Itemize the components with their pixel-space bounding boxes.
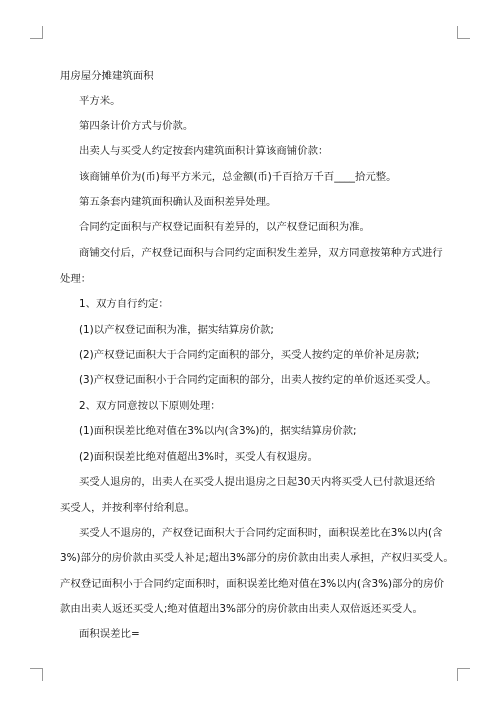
crop-mark-bottom-right — [457, 668, 470, 681]
body-line: 产权登记面积小于合同约定面积时，面积误差比绝对值在3%以内(含3%)部分的房价 — [60, 578, 444, 590]
list-item: (2)产权登记面积大于合同约定面积的部分，买受人按约定的单价补足房款; — [79, 349, 420, 361]
crop-mark-bottom-left — [30, 668, 43, 681]
list-item: (2)面积误差比绝对值超出3%时，买受人有权退房。 — [79, 451, 319, 463]
body-line: 款由出卖人返还买受人;绝对值超出3%部分的房价款由出卖人双倍返还买受人。 — [60, 603, 423, 615]
body-line: 买受人，并按利率付给利息。 — [60, 502, 196, 514]
crop-mark-top-left — [30, 26, 43, 39]
body-line: 该商铺单价为(币)每平方米元，总金额(币)千百拾万千百____拾元整。 — [79, 171, 397, 183]
body-line: 处理： — [60, 273, 92, 285]
section-heading: 第四条计价方式与价款。 — [79, 120, 194, 132]
body-line: 出卖人与买受人约定按套内建筑面积计算该商铺价款： — [79, 145, 329, 157]
body-line: 合同约定面积与产权登记面积有差异的，以产权登记面积为准。 — [79, 221, 370, 233]
body-line: 3%)部分的房价款由买受人补足;超出3%部分的房价款由出卖人承担，产权归买受人。 — [60, 552, 454, 564]
list-item: (3)产权登记面积小于合同约定面积的部分，出卖人按约定的单价返还买受人。 — [79, 374, 437, 386]
body-line: 商铺交付后，产权登记面积与合同约定面积发生差异，双方同意按第种方式进行 — [79, 247, 443, 259]
body-line: 买受人退房的，出卖人在买受人提出退房之日起30天内将买受人已付款退还给 — [79, 476, 436, 488]
body-line: 用房屋分摊建筑面积 — [60, 70, 154, 82]
list-heading: 2、双方同意按以下原则处理： — [79, 400, 221, 412]
body-line: 面积误差比= — [79, 628, 140, 640]
crop-mark-top-right — [457, 26, 470, 39]
list-item: (1)面积误差比绝对值在3%以内(含3%)的，据实结算房价款; — [79, 425, 357, 437]
body-line: 平方米。 — [79, 95, 121, 107]
section-heading: 第五条套内建筑面积确认及面积差异处理。 — [79, 196, 277, 208]
list-heading: 1、双方自行约定： — [79, 298, 169, 310]
list-item: (1)以产权登记面积为准，据实结算房价款; — [79, 324, 274, 336]
body-line: 买受人不退房的，产权登记面积大于合同约定面积时，面积误差比在3%以内(含 — [79, 527, 443, 539]
